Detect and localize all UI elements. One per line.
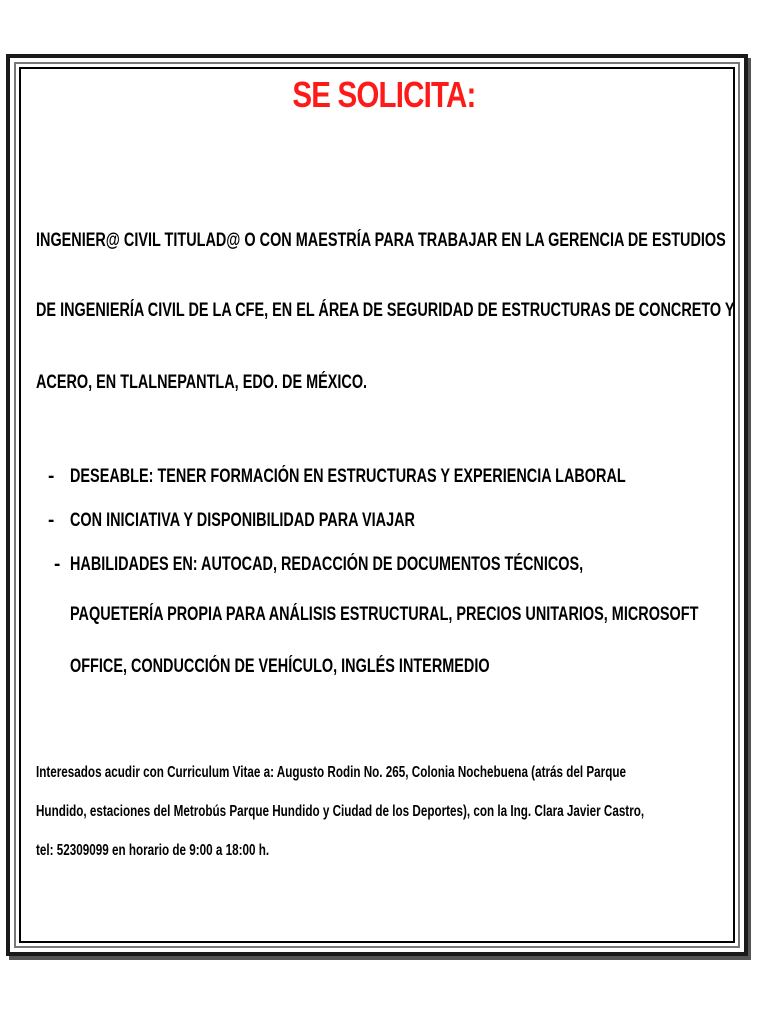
contact-line-2: Hundido, estaciones del Metrobús Parque Hundido y Ciudad de los Deportes), con la Ing. Clara Javier Castro, <box>36 803 645 820</box>
contact-line-1: Interesados acudir con Curriculum Vitae a: Augusto Rodin No. 265, Colonia Nochebuena (atrás del Parque <box>36 764 626 781</box>
bullet-marker-3: - <box>54 554 61 575</box>
intro-line-1: INGENIER@ CIVIL TITULAD@ O CON MAESTRÍA PARA TRABAJAR EN LA GERENCIA DE ESTUDIOS <box>36 230 726 251</box>
contact-line-3: tel: 52309099 en horario de 9:00 a 18:00 h. <box>36 842 270 859</box>
page-title: SE SOLICITA: <box>292 74 476 115</box>
bullet-marker-1: - <box>48 466 55 487</box>
intro-line-2: DE INGENIERÍA CIVIL DE LA CFE, EN EL ÁREA DE SEGURIDAD DE ESTRUCTURAS DE CONCRETO Y <box>36 300 735 321</box>
intro-line-3: ACERO, EN TLALNEPANTLA, EDO. DE MÉXICO. <box>36 372 368 393</box>
bullet-item-3-continuation-1: PAQUETERÍA PROPIA PARA ANÁLISIS ESTRUCTURAL, PRECIOS UNITARIOS, MICROSOFT <box>70 604 699 625</box>
bullet-marker-2: - <box>48 510 55 531</box>
bullet-item-2: CON INICIATIVA Y DISPONIBILIDAD PARA VIAJAR <box>70 510 415 531</box>
bullet-item-3-continuation-2: OFFICE, CONDUCCIÓN DE VEHÍCULO, INGLÉS INTERMEDIO <box>70 656 490 677</box>
bullet-item-3: HABILIDADES EN: AUTOCAD, REDACCIÓN DE DOCUMENTOS TÉCNICOS, <box>70 554 584 575</box>
bullet-item-1: DESEABLE: TENER FORMACIÓN EN ESTRUCTURAS Y EXPERIENCIA LABORAL <box>70 466 626 487</box>
